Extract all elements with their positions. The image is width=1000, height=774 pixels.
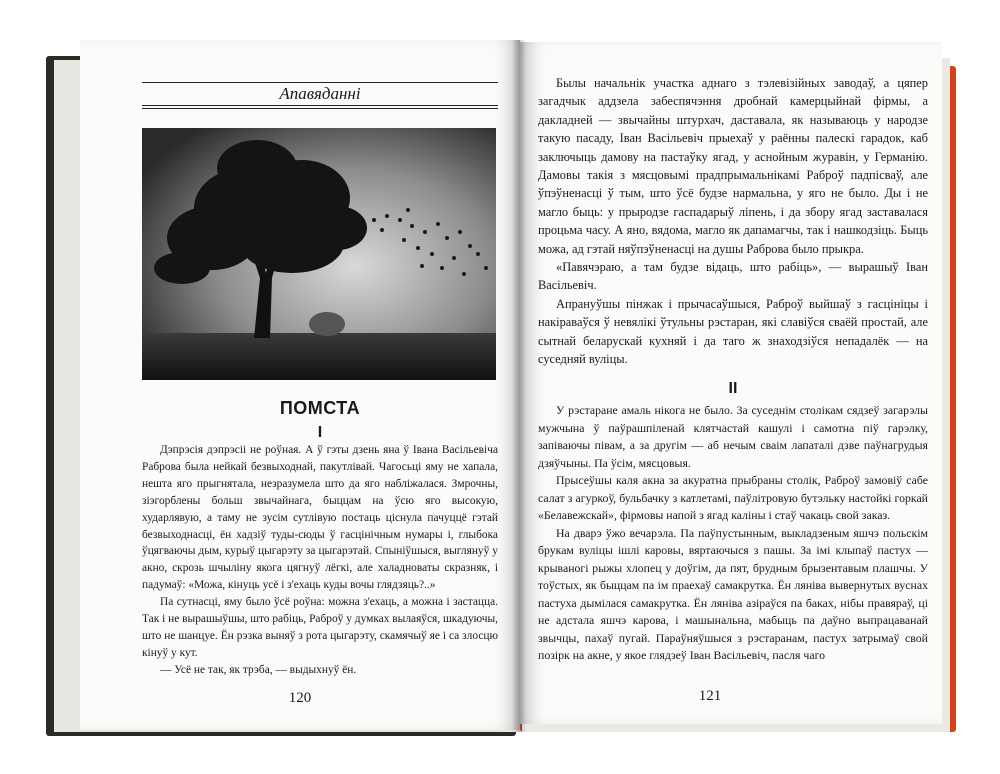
paragraph: Па сутнасці, яму было ўсё роўна: можна з'ехаць, а можна і застацца. Так і не вырашыўшы, што рабіць, Раброў у думках вылаяўся, шкадуючы, што не шанцуе. Ён рэзка выняў з рота цыгарэту, скамячыў яе і са злосцю кінуў у кут. (142, 596, 498, 659)
running-head (142, 82, 498, 108)
paragraph: «Павячэраю, а там будзе відаць, што рабіць», — вырашыў Іван Васільевіч. (538, 260, 928, 293)
page-number-right: 121 (698, 688, 722, 704)
paragraph: Апрануўшы пінжак і прычасаўшыся, Раброў выйшаў з гасцініцы і накіраваўся ў невялікі ўтульны рэстаран, які славіўся сваёй простай, але сытнай беларускай кухняй і да таго ж знаходзіўся непадалёк — на суседняй вуліцы. (538, 296, 928, 367)
chapter-title: ПОМСТА (279, 398, 361, 418)
paragraph: — Усё не так, як трэба, — выдыхнуў ён. (160, 663, 357, 676)
chapter-number-1: I (317, 424, 323, 441)
book-gutter (512, 40, 526, 732)
paragraph: Былы начальнік участка аднаго з тэлевізійных заводаў, а цяпер загадчык аддзела забеспячэння дробнай камерцыйнай фірмы, а дакладней — звычайны штурхач, даставала, як называюць у народзе такую пасаду, Іван Васільевіч прыехаў у раённы палескі гарадок, каб заключыць дамову на пастаўку ягад, у аснойным журавін, у Германію. Дамовы такія з мясцовымі прадпрымальнікамі Раброў падпісваў, але ўпэўненасці ў тым, што ўсё будзе нармальна, у яго не было. Ды і не магло быць: у прыродзе гаспадарыў ліпень, і да збору ягад заставалася процьма часу. А яно, вядома, магло як дапамагчы, так і нашкодзіць. Быць можа, ад гэтай няўпэўненасці на душы Раброва было прыкра. (538, 76, 928, 256)
left-page-text (142, 442, 498, 679)
chapter-number-2: II (728, 380, 738, 397)
right-page-text-bottom (538, 402, 928, 665)
page-number-left: 120 (288, 690, 312, 706)
paragraph: Дэпрэсія дэпрэсіі не роўная. А ў гэты дзень яна ў Івана Васільевіча Раброва была нейкай безвыходнай, пакутлівай. Чагосьці яму не хапала, нешта яго прыгнятала, незразумела што да яго набліжалася. Змрочны, зіэгорблены больш звычайнага, быццам на ўсю яго высокую, хударлявую, а таму не зусім сутлівую постаць ціснула пачуццё гэтай безвыходнасці, ён хадзіў туды-сюды ў гасцінічным нумары і, глыбока ўцягваючы дым, курыў цыгарэту за цыгарэтай. Спыніўшыся, выглянуў у акно, скрозь шчыліну якога цягнуў лёгкі, але халадноваты скразняк, і падумаў: «Можа, кінуць усё і з'ехаць куды вочы глядзяць?..» (142, 444, 498, 592)
paragraph: На дварэ ўжо вечарэла. Па паўпустынным, выкладзеным яшчэ польскім брукам вуліцы ішлі каровы, вяртаючыся з пашы. За імі клыпаў пастух — крываногі рыжы хлопец у доўгім, да пят, брудным брызентавым плашчы. У тоўстых, як быццам па ім праехаў самакрутка. Ён лянiва вывернутых вуснах пастуха дымілася самакрутка. Ён лянiва азіраўся па баках, нібы правяраў, ці не адстала яшчэ карова, і машынальна, мабыць па даўно выпрацаванай звычцы, пахаў пугай. Параўняўшыся з рэстаранам, пастух затрымаў свой позірк на акне, у якое глядзеў Іван Васільевіч, пасля чаго (538, 525, 928, 662)
paragraph: Прысеўшы каля акна за акуратна прыбраны столік, Раброў замовіў сабе салат з агуркоў, бульбачку з катлетамі, паўлітровую бутэльку настойкі горкай «Белавежскай», фірмовы напой з ягад каліны і стаў чакаць свой заказ. (538, 473, 928, 522)
left-page (80, 40, 520, 730)
right-page (520, 42, 942, 724)
tree-illustration (142, 128, 496, 380)
right-page-text-top (538, 74, 928, 369)
paragraph: У рэстаране амаль нікога не было. За суседнім столікам сядзеў загарэлы мужчына ў паўрашпіленай клятчастай кашулі і самотна піў гарэлку, запіваючы півам, а за другім — аб нечым сваім лапаталі дзве паўнагрудыя дзяўчыны. Па ўсім, мясцовыя. (538, 403, 928, 470)
running-head-title: Апавяданні (279, 84, 361, 103)
